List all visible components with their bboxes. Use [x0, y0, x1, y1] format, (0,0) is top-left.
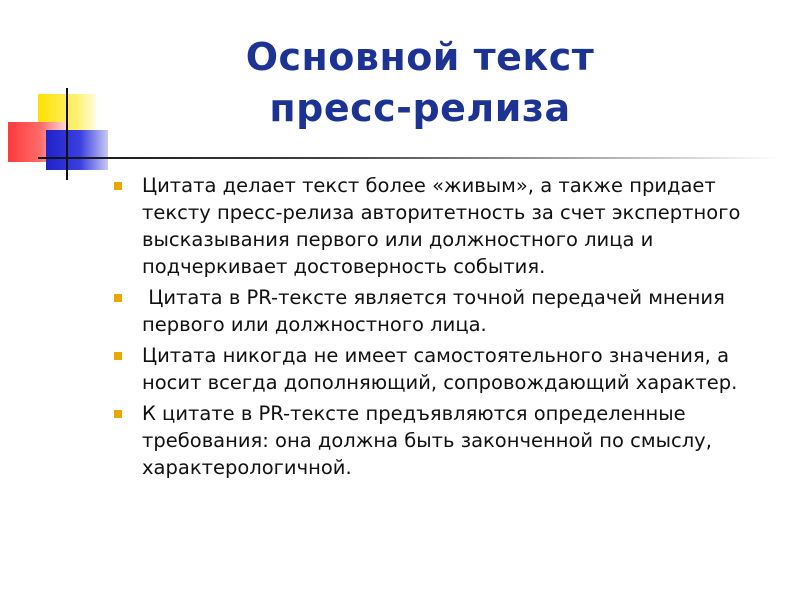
slide-title-line-1: Основной текст — [245, 35, 595, 79]
blue-square — [46, 130, 108, 170]
vertical-divider-line — [66, 88, 68, 180]
bullet-item — [108, 284, 768, 338]
bullet-item — [108, 400, 768, 481]
slide-title — [160, 32, 680, 134]
square-bullet-icon — [114, 410, 122, 418]
decorative-logo — [0, 0, 120, 190]
bullet-text: Цитата никогда не имеет самостоятельного значения, а носит всегда дополняющий, сопровождающий характер. — [142, 344, 738, 394]
bullet-text: Цитата в PR-тексте является точной передачей мнения первого или должностного лица. — [142, 286, 732, 336]
slide-title-line-2: пресс-релиза — [269, 86, 571, 130]
bullet-list — [108, 172, 768, 485]
bullet-text: Цитата делает текст более «живым», а также придает тексту пресс-релиза авторитетность за счет экспертного высказывания первого или должностного лица и подчеркивает достоверность события. — [142, 174, 741, 278]
bullet-text: К цитате в PR-тексте предъявляются определенные требования: она должна быть законченной по смыслу, характерологичной. — [142, 402, 712, 479]
bullet-item — [108, 342, 768, 396]
square-bullet-icon — [114, 182, 122, 190]
bullet-item — [108, 172, 768, 280]
horizontal-divider-line — [38, 157, 778, 159]
square-bullet-icon — [114, 352, 122, 360]
square-bullet-icon — [114, 294, 122, 302]
